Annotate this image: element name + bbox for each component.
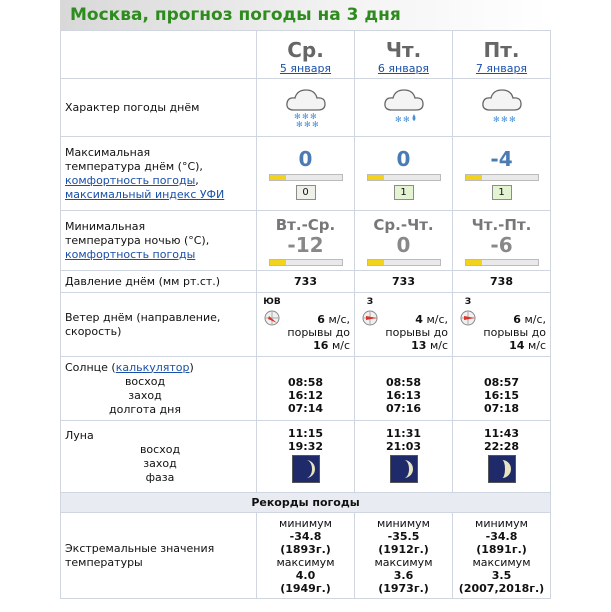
record-cell-0 (257, 513, 355, 599)
moon-row (61, 421, 551, 493)
tmin-cell-0 (257, 211, 355, 271)
sun-cell-2 (453, 357, 551, 421)
pressure-value: 733 (355, 271, 453, 293)
record-cell-2 (453, 513, 551, 599)
uv-badge: 1 (492, 185, 512, 200)
night-period: Вт.-Ср. (275, 215, 336, 234)
day-header-1 (355, 31, 453, 79)
tmin-label-unit: °С), (188, 233, 210, 247)
sunset-label: заход (128, 388, 162, 402)
tmin-cell-2 (453, 211, 551, 271)
wind-direction: З (464, 296, 472, 307)
daylength-label: долгота дня (109, 402, 181, 416)
record-max-value: 4.0 (295, 568, 316, 582)
tmin-value: -6 (490, 232, 513, 257)
header-row (61, 31, 551, 79)
comfort-link[interactable]: комфортность погоды (65, 247, 196, 261)
pressure-row (61, 271, 551, 293)
moonset-label: заход (143, 456, 177, 470)
moon-phase-icon (488, 455, 516, 483)
header-empty-cell (61, 31, 257, 79)
sunset-time: 16:13 (385, 389, 421, 402)
wind-label: Ветер днём (направление, скорость) (61, 293, 257, 357)
record-min-value: -34.8 (485, 529, 518, 543)
gust-speed: 14 (509, 338, 525, 352)
comfort-bar (465, 259, 539, 266)
record-min-value: -34.8 (289, 529, 322, 543)
wind-text (287, 313, 350, 352)
pressure-label: Давление днём (мм рт.ст.) (61, 271, 257, 293)
record-min-year: (1912г.) (378, 542, 429, 556)
wind-row (61, 293, 551, 357)
svg-text:✻: ✻ (492, 115, 500, 124)
wind-speed: 4 (415, 312, 423, 326)
records-row (61, 513, 551, 599)
sunrise-label: восход (124, 374, 166, 388)
extremes-label: Экстремальные значения температуры (61, 513, 257, 599)
sun-label (61, 357, 257, 421)
wind-text (483, 313, 546, 352)
tmin-label (61, 211, 257, 271)
day-date-link[interactable]: 7 января (475, 61, 528, 75)
moon-cell-1 (355, 421, 453, 493)
comfort-link[interactable]: комфортность погоды (65, 173, 196, 187)
gust-speed: 16 (313, 338, 329, 352)
moonset-time: 21:03 (385, 440, 421, 453)
wind-cell-0 (257, 293, 355, 357)
phase-label: фаза (145, 470, 175, 484)
gust-prefix: порывы до (287, 325, 350, 339)
tmin-label-line2: температура ночью ( (65, 233, 189, 247)
tmax-value: -4 (490, 147, 513, 171)
wind-direction: ЮВ (263, 296, 281, 307)
record-min-value: -35.5 (387, 529, 420, 543)
records-header: Рекорды погоды (61, 493, 551, 513)
day-name: Ср. (287, 37, 324, 62)
cloud-rain-snow-icon (380, 84, 428, 128)
day-name: Пт. (483, 37, 520, 62)
night-period: Ср.-Чт. (373, 215, 434, 234)
sun-title-close: ) (189, 360, 194, 374)
records-header-row (61, 493, 551, 513)
wind-unit: м/с, (426, 312, 448, 326)
gust-prefix: порывы до (385, 325, 448, 339)
svg-text:✻: ✻ (303, 120, 311, 128)
comfort-bar (269, 259, 343, 266)
tmax-label (61, 137, 257, 211)
wind-cell-2 (453, 293, 551, 357)
moon-title: Луна (65, 428, 94, 442)
sun-row (61, 357, 551, 421)
svg-text:✻: ✻ (311, 120, 319, 128)
moonset-time: 22:28 (483, 440, 519, 453)
record-min-label: минимум (377, 516, 430, 530)
record-max-year: (1973г.) (378, 581, 429, 595)
daylength-value: 07:16 (385, 402, 421, 415)
sun-cell-1 (355, 357, 453, 421)
sunrise-time: 08:58 (385, 376, 421, 389)
sunset-time: 16:12 (287, 389, 323, 402)
moonrise-label: восход (139, 442, 181, 456)
day-weather-label: Характер погоды днём (61, 79, 257, 137)
pressure-value: 738 (453, 271, 551, 293)
svg-text:✻: ✻ (293, 112, 301, 121)
svg-text:✻: ✻ (402, 115, 410, 124)
tmax-value: 0 (396, 147, 411, 171)
comfort-bar (269, 174, 343, 181)
record-max-label: максимум (374, 555, 433, 569)
tmax-cell-0 (257, 137, 355, 211)
comma: , (195, 173, 199, 187)
moon-phase-icon (390, 455, 418, 483)
wind-speed: 6 (317, 312, 325, 326)
comfort-bar (465, 174, 539, 181)
moon-sublabels (65, 443, 255, 485)
record-max-value: 3.5 (491, 568, 512, 582)
moonset-time: 19:32 (287, 440, 323, 453)
moon-cell-2 (453, 421, 551, 493)
forecast-table (60, 30, 551, 599)
record-min-label: минимум (279, 516, 332, 530)
daylength-value: 07:18 (483, 402, 519, 415)
day-header-2 (453, 31, 551, 79)
weather-cell-0 (257, 79, 355, 137)
wind-cell-1 (355, 293, 453, 357)
weather-cell-1 (355, 79, 453, 137)
day-date-link[interactable]: 6 января (377, 61, 430, 75)
sunrise-time: 08:57 (483, 376, 519, 389)
record-max-value: 3.6 (393, 568, 414, 582)
uv-badge: 1 (394, 185, 414, 200)
tmax-cell-1 (355, 137, 453, 211)
day-weather-row (61, 79, 551, 137)
tmax-cell-2 (453, 137, 551, 211)
record-min-label: минимум (475, 516, 528, 530)
uv-index-link[interactable]: максимальный индекс УФИ (65, 187, 225, 201)
day-name: Чт. (385, 37, 422, 62)
record-max-label: максимум (276, 555, 335, 569)
tmax-label-line2: температура днём ( (65, 159, 182, 173)
svg-text:✻: ✻ (295, 120, 303, 128)
wind-rose-icon (361, 309, 379, 327)
svg-text:✻: ✻ (309, 112, 317, 121)
pressure-value: 733 (257, 271, 355, 293)
moonrise-time: 11:31 (385, 427, 421, 440)
weather-cell-2 (453, 79, 551, 137)
record-cell-1 (355, 513, 453, 599)
tmin-value: 0 (396, 232, 411, 257)
svg-text:✻: ✻ (508, 115, 516, 124)
wind-unit: м/с, (524, 312, 546, 326)
tmin-label-line1: Минимальная (65, 219, 146, 233)
svg-text:✻: ✻ (301, 112, 309, 121)
moon-label (61, 421, 257, 493)
wind-direction: З (366, 296, 374, 307)
tmax-row (61, 137, 551, 211)
moon-phase-icon (292, 455, 320, 483)
comfort-bar (367, 259, 441, 266)
cloud-snow-icon (478, 84, 526, 128)
sun-sublabels (65, 375, 225, 417)
sunrise-time: 08:58 (287, 376, 323, 389)
moonrise-time: 11:43 (483, 427, 519, 440)
record-min-year: (1893г.) (280, 542, 331, 556)
record-max-year: (2007,2018г.) (458, 581, 545, 595)
page-title: Москва, прогноз погоды на 3 дня (60, 0, 550, 30)
tmax-label-line1: Максимальная (65, 145, 151, 159)
cloud-snow-icon (282, 84, 330, 128)
sun-title: Солнце ( (65, 360, 116, 374)
svg-text:✻: ✻ (394, 115, 402, 124)
wind-rose-icon (263, 309, 281, 327)
daylength-value: 07:14 (287, 402, 323, 415)
record-min-year: (1891г.) (476, 542, 527, 556)
record-max-label: максимум (472, 555, 531, 569)
gust-speed: 13 (411, 338, 427, 352)
sunset-time: 16:15 (483, 389, 519, 402)
comfort-bar (367, 174, 441, 181)
moon-cell-0 (257, 421, 355, 493)
wind-text (385, 313, 448, 352)
tmax-value: 0 (298, 147, 313, 171)
record-max-year: (1949г.) (280, 581, 331, 595)
tmin-row (61, 211, 551, 271)
gust-unit: м/с (331, 338, 350, 352)
tmax-label-unit: °С), (181, 159, 203, 173)
night-period: Чт.-Пт. (471, 215, 532, 234)
moonrise-time: 11:15 (287, 427, 323, 440)
tmin-value: -12 (287, 232, 324, 257)
sun-cell-0 (257, 357, 355, 421)
wind-rose-icon (459, 309, 477, 327)
tmin-cell-1 (355, 211, 453, 271)
sun-calculator-link[interactable]: калькулятор (115, 360, 190, 374)
gust-unit: м/с (527, 338, 546, 352)
day-header-0 (257, 31, 355, 79)
wind-unit: м/с, (328, 312, 350, 326)
uv-badge: 0 (296, 185, 316, 200)
gust-unit: м/с (429, 338, 448, 352)
day-date-link[interactable]: 5 января (279, 61, 332, 75)
svg-text:✻: ✻ (500, 115, 508, 124)
wind-speed: 6 (513, 312, 521, 326)
gust-prefix: порывы до (483, 325, 546, 339)
